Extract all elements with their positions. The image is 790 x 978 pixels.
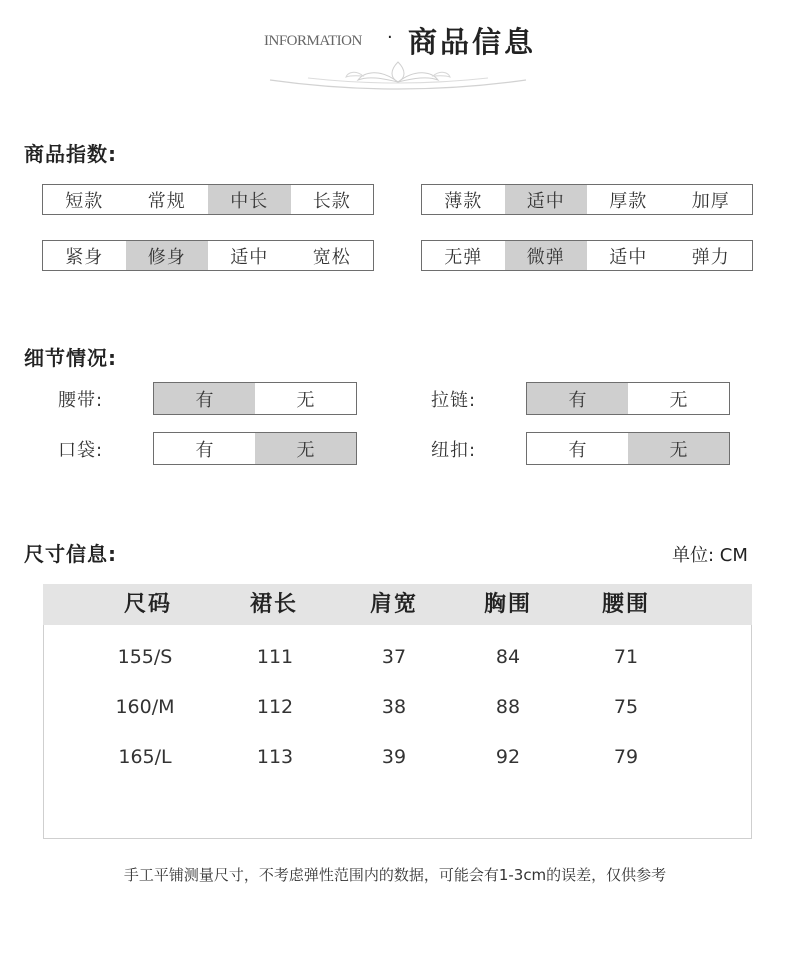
scale-length-option: 短款 [65, 190, 104, 212]
table-cell: 79 [613, 746, 639, 768]
table-cell: 155/S [117, 646, 173, 668]
scale-fit-option: 适中 [230, 246, 269, 268]
detail-label-belt: 腰带: [58, 390, 104, 411]
toggle-zipper [526, 382, 730, 415]
scale-elasticity-option: 弹力 [691, 246, 730, 268]
table-cell: 160/M [115, 696, 175, 718]
table-cell: 165/L [118, 746, 172, 768]
header-chinese-title: 商品信息 [408, 25, 537, 59]
scale-fit-option: 紧身 [65, 246, 104, 268]
scale-length [42, 184, 374, 215]
toggle-button [526, 432, 730, 465]
scale-length-option: 常规 [147, 190, 186, 212]
section-title-product-index: 商品指数: [24, 142, 117, 166]
table-cell: 37 [381, 646, 407, 668]
detail-label-zipper: 拉链: [431, 390, 477, 411]
size-table-header-cell: 尺码 [123, 592, 172, 617]
scale-elasticity-option: 微弹 [505, 241, 588, 270]
header-english-title: INFORMATION [264, 33, 362, 49]
table-cell: 88 [495, 696, 521, 718]
header-separator-dot: · [387, 27, 393, 48]
table-cell: 75 [613, 696, 639, 718]
size-table-header-cell: 裙长 [249, 592, 298, 617]
table-cell: 112 [256, 696, 294, 718]
scale-elasticity-option: 适中 [609, 246, 648, 268]
detail-label-pocket: 口袋: [58, 440, 104, 461]
size-table-header [43, 584, 752, 625]
scale-thickness-option: 适中 [505, 185, 588, 214]
section-title-size-info: 尺寸信息: [24, 542, 117, 566]
toggle-belt-yes: 有 [154, 383, 255, 414]
toggle-button-yes: 有 [568, 439, 587, 461]
scale-fit [42, 240, 374, 271]
toggle-pocket-yes: 有 [195, 439, 214, 461]
scale-elasticity-option: 无弹 [444, 246, 483, 268]
table-cell: 71 [613, 646, 639, 668]
toggle-pocket-no: 无 [255, 433, 356, 464]
section-title-details: 细节情况: [24, 346, 117, 370]
header-ornament-icon [268, 58, 528, 92]
unit-label: 单位: CM [672, 545, 748, 566]
scale-fit-option: 宽松 [312, 246, 351, 268]
size-table-header-cell: 肩宽 [369, 592, 418, 617]
scale-thickness [421, 184, 753, 215]
table-cell: 111 [256, 646, 294, 668]
toggle-zipper-no: 无 [669, 389, 688, 411]
toggle-belt-no: 无 [296, 389, 315, 411]
scale-length-option: 中长 [208, 185, 291, 214]
detail-label-button: 纽扣: [431, 440, 477, 461]
toggle-button-no: 无 [628, 433, 729, 464]
scale-elasticity [421, 240, 753, 271]
size-table-header-cell: 胸围 [483, 592, 532, 617]
toggle-pocket [153, 432, 357, 465]
table-cell: 39 [381, 746, 407, 768]
size-table-header-cell: 腰围 [601, 592, 650, 617]
scale-thickness-option: 薄款 [444, 190, 483, 212]
toggle-belt [153, 382, 357, 415]
scale-fit-option: 修身 [126, 241, 209, 270]
toggle-zipper-yes: 有 [527, 383, 628, 414]
table-cell: 38 [381, 696, 407, 718]
measurement-note: 手工平铺测量尺寸，不考虑弹性范围内的数据，可能会有1-3cm的误差，仅供参考 [123, 866, 667, 884]
table-cell: 113 [256, 746, 294, 768]
scale-thickness-option: 加厚 [691, 190, 730, 212]
table-cell: 92 [495, 746, 521, 768]
table-cell: 84 [495, 646, 521, 668]
scale-thickness-option: 厚款 [609, 190, 648, 212]
scale-length-option: 长款 [312, 190, 351, 212]
